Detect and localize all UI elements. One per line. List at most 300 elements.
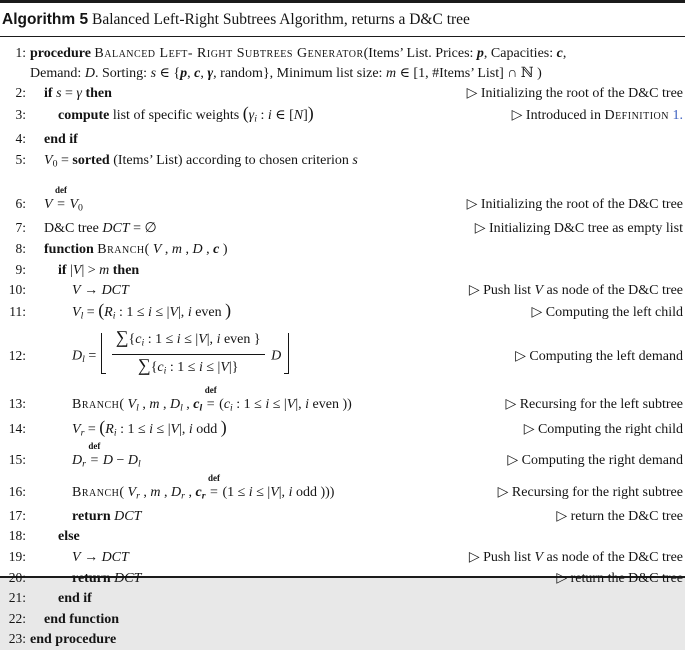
smallcaps-text: Branch xyxy=(97,241,145,257)
code-text: V xyxy=(72,304,81,320)
line-comment xyxy=(459,84,683,104)
algo-line-14 xyxy=(2,418,683,443)
code-text: return xyxy=(72,508,115,524)
code-text: , xyxy=(202,241,214,257)
code-text: ▷ Initializing the root of the D&C tree xyxy=(466,197,683,213)
line-code xyxy=(58,261,139,281)
code-text: V xyxy=(198,332,207,348)
line-comment xyxy=(461,548,683,568)
line-comment xyxy=(507,347,683,367)
code-text: ▷ Recursing for the right subtree xyxy=(497,484,683,500)
code-text: , xyxy=(139,484,151,500)
line-number: 17: xyxy=(8,507,26,523)
code-text: ∈ [1, #Items’ List] ∩ ℕ ) xyxy=(396,65,542,81)
code-text: i xyxy=(198,359,203,375)
line-number: 6: xyxy=(15,196,26,212)
line-number: 10: xyxy=(8,282,26,298)
code-text: DCT xyxy=(101,283,129,299)
code-text: R xyxy=(105,421,114,437)
line-number: 23: xyxy=(8,631,26,647)
code-text: l xyxy=(82,354,85,366)
code-text: γ xyxy=(207,65,214,81)
line-number: 9: xyxy=(15,261,26,277)
code-text: then xyxy=(109,262,140,278)
code-text: i xyxy=(267,107,272,123)
code-text: c xyxy=(135,332,142,348)
code-text: ▷ Push list xyxy=(468,550,535,566)
algo-line-19 xyxy=(2,547,683,568)
code-text: ▷ Computing the right child xyxy=(523,421,683,437)
line-comment xyxy=(499,451,683,471)
code-text: end procedure xyxy=(30,632,117,648)
code-text: c xyxy=(193,396,200,412)
algorithm-title-text: Balanced Left-Right Subtrees Algorithm, returns a D&C tree xyxy=(88,11,470,28)
algorithm-number-label: Algorithm 5 xyxy=(2,11,89,28)
line-number: 5: xyxy=(15,151,26,167)
algo-line-1-cont xyxy=(2,64,683,84)
def-equals-symbol: def = xyxy=(204,384,217,412)
code-text: ∈ { xyxy=(156,65,181,81)
code-text: = xyxy=(61,86,77,102)
code-text: | > xyxy=(81,262,100,278)
code-text: odd xyxy=(192,421,221,437)
def-label: def xyxy=(55,185,68,196)
code-text: even )) xyxy=(309,396,352,412)
code-text: function xyxy=(44,241,98,257)
smallcaps-text: Branch xyxy=(72,484,120,500)
line-comment xyxy=(548,569,683,589)
line-comment xyxy=(504,106,683,126)
def-label: def xyxy=(88,441,101,452)
line-comment xyxy=(459,195,683,215)
code-text: (Items’ List. Prices: xyxy=(363,46,477,61)
code-text: V xyxy=(127,484,137,500)
code-text: D xyxy=(171,484,182,500)
code-text: ∈ [ xyxy=(271,107,294,123)
code-text: odd ))) xyxy=(292,484,335,500)
line-code xyxy=(72,569,141,589)
code-text: DCT xyxy=(114,508,142,524)
code-text: R xyxy=(104,304,113,320)
line-code xyxy=(44,219,157,239)
code-text: ( xyxy=(99,416,106,437)
algo-line-5 xyxy=(2,150,683,174)
algo-line-10 xyxy=(2,280,683,301)
line-number: 3: xyxy=(15,106,26,122)
line-code xyxy=(72,384,352,418)
code-text: = xyxy=(84,421,100,437)
algo-line-12 xyxy=(2,329,683,383)
code-text: , xyxy=(161,241,172,257)
code-text: V xyxy=(44,197,53,213)
code-text: m xyxy=(385,65,397,81)
code-text: |} xyxy=(228,359,239,375)
code-text: = xyxy=(57,152,73,168)
line-code xyxy=(72,548,129,568)
code-text: ≤ | xyxy=(180,332,199,348)
code-text: ▷ Initializing the root of the D&C tree xyxy=(466,86,683,102)
code-text: if xyxy=(58,262,71,278)
code-text: ) xyxy=(225,299,232,320)
line-code xyxy=(58,589,92,609)
code-text: ▷ return the D&C tree xyxy=(556,508,683,524)
code-text: s xyxy=(150,65,157,81)
code-text: V xyxy=(72,262,82,278)
code-text: m xyxy=(99,262,110,278)
code-text: (1 ≤ xyxy=(218,484,249,500)
code-text: i xyxy=(176,332,181,348)
smallcaps-text: Branch xyxy=(72,396,120,412)
code-text: = xyxy=(83,304,99,320)
line-number: 13: xyxy=(8,395,26,411)
code-text: → xyxy=(80,283,102,299)
code-text: |, xyxy=(179,421,189,437)
line-code xyxy=(58,104,314,129)
code-text: ≤ | xyxy=(202,359,221,375)
line-comment xyxy=(548,507,683,527)
code-text: V xyxy=(72,421,81,437)
line-code xyxy=(44,130,78,150)
code-text: V xyxy=(152,241,162,257)
line-number: 16: xyxy=(8,483,26,499)
code-text: , xyxy=(159,396,170,412)
algo-line-18 xyxy=(2,526,683,547)
code-text: c xyxy=(223,396,231,412)
code-text: as node of the D&C tree xyxy=(543,283,683,299)
code-text: p xyxy=(476,46,484,61)
line-number: 8: xyxy=(15,240,26,256)
definition-1-link[interactable]: 1. xyxy=(672,107,683,123)
line-code xyxy=(30,44,566,64)
line-number: 11: xyxy=(9,303,26,319)
code-text: end if xyxy=(44,132,78,148)
code-text: ▷ Introduced in xyxy=(511,107,605,123)
code-text: r xyxy=(136,490,140,502)
line-code xyxy=(72,507,141,527)
code-text: m xyxy=(171,241,182,257)
code-text: |, xyxy=(178,304,188,320)
line-code xyxy=(72,441,141,474)
code-text: Demand: xyxy=(30,65,85,81)
line-code xyxy=(72,301,231,326)
code-text: else xyxy=(58,529,80,545)
line-code xyxy=(44,240,228,260)
def-equals-symbol: def = xyxy=(207,472,220,500)
algo-line-17 xyxy=(2,506,683,527)
code-text: V xyxy=(44,152,53,168)
algo-line-11 xyxy=(2,301,683,326)
line-code xyxy=(72,472,335,506)
line-code xyxy=(30,630,116,650)
code-text: DCT xyxy=(102,221,130,237)
code-text: ▷ Computing the right demand xyxy=(507,453,683,469)
code-text: c xyxy=(195,484,202,500)
code-text: even xyxy=(191,304,226,320)
code-text: ( xyxy=(98,299,105,320)
code-text: : 1 ≤ xyxy=(144,332,177,348)
code-text: V xyxy=(170,421,180,437)
code-text: , xyxy=(138,396,150,412)
code-text: p xyxy=(180,65,188,81)
line-code xyxy=(30,64,542,84)
line-code xyxy=(72,418,227,443)
code-text: i xyxy=(265,396,270,412)
code-text: c xyxy=(556,46,563,61)
code-text: (Items’ List) according to chosen criterion xyxy=(109,152,353,168)
code-text: , xyxy=(562,46,567,61)
code-text: |, xyxy=(295,396,306,412)
code-text: , xyxy=(184,484,196,500)
code-text: sorted xyxy=(72,152,110,168)
code-text: : 1 ≤ xyxy=(232,396,266,412)
code-text: r xyxy=(82,458,86,470)
code-text: DCT xyxy=(114,570,142,586)
code-text: m xyxy=(149,396,160,412)
code-text: V xyxy=(72,550,81,566)
code-text: i xyxy=(305,396,310,412)
smallcaps-text: Definition xyxy=(604,107,669,123)
code-text: ∑ xyxy=(137,354,151,375)
code-text: V xyxy=(69,197,79,213)
code-text: D xyxy=(84,65,95,81)
algo-line-9 xyxy=(2,260,683,281)
algo-line-15 xyxy=(2,443,683,474)
fraction-denominator xyxy=(112,355,265,382)
code-text: γ xyxy=(76,86,82,102)
algo-line-3 xyxy=(2,104,683,129)
algo-line-20 xyxy=(2,568,683,589)
code-text: V xyxy=(169,304,178,320)
code-text: ≤ | xyxy=(252,484,271,500)
line-code xyxy=(44,610,119,630)
line-number: 15: xyxy=(8,452,26,468)
code-text: , Capacities: xyxy=(483,46,557,61)
line-number: 7: xyxy=(15,220,26,236)
code-text: 0 xyxy=(78,202,83,214)
line-number: 18: xyxy=(8,528,26,544)
code-text: D xyxy=(102,453,113,469)
code-text: list of specific weights xyxy=(109,107,243,123)
code-text: i xyxy=(254,113,257,125)
code-text: ▷ Initializing D&C tree as empty list xyxy=(474,221,683,237)
algorithm-body xyxy=(0,37,685,650)
code-text: r xyxy=(181,490,185,502)
code-text: : 1 ≤ xyxy=(116,421,150,437)
code-text: even } xyxy=(220,332,261,348)
line-code xyxy=(58,527,80,547)
code-text: ▷ return the D&C tree xyxy=(556,570,683,586)
code-text: . Sorting: xyxy=(94,65,151,81)
code-text: s xyxy=(56,86,62,102)
code-text: compute xyxy=(58,107,110,123)
code-text: l xyxy=(136,402,139,414)
line-number: 14: xyxy=(8,420,26,436)
code-text: i xyxy=(187,304,192,320)
code-text: ≤ | xyxy=(269,396,287,412)
code-text: ) xyxy=(219,241,228,257)
code-text: D xyxy=(127,453,139,469)
algo-line-21 xyxy=(2,588,683,609)
line-code xyxy=(44,185,83,218)
line-comment xyxy=(461,281,683,301)
line-number: 21: xyxy=(8,590,26,606)
code-text: i xyxy=(112,310,116,322)
line-code xyxy=(72,329,290,383)
code-text: ( xyxy=(119,396,128,412)
code-text: { xyxy=(150,359,158,375)
algo-line-7 xyxy=(2,218,683,239)
algorithm-title xyxy=(0,3,685,37)
algo-line-6 xyxy=(2,187,683,218)
code-text: i xyxy=(141,337,145,349)
line-comment xyxy=(467,219,683,239)
code-text: i xyxy=(148,304,152,320)
line-number: 4: xyxy=(15,131,26,147)
line-comment xyxy=(516,420,683,440)
code-text: l xyxy=(138,458,141,470)
code-text: D xyxy=(169,396,181,412)
code-text: end if xyxy=(58,591,92,607)
line-number: 22: xyxy=(8,610,26,626)
smallcaps-text: Balanced Left- Right Subtrees Generator xyxy=(94,46,364,61)
code-text: : xyxy=(256,107,268,123)
code-text: : 1 ≤ xyxy=(166,359,199,375)
code-text: D xyxy=(192,241,203,257)
code-text: ( xyxy=(119,484,128,500)
code-text: : 1 ≤ xyxy=(115,304,149,320)
code-text: V xyxy=(270,484,279,500)
code-text: ∑ xyxy=(115,327,129,348)
code-text: = ∅ xyxy=(129,221,157,237)
def-equals-symbol: def = xyxy=(88,441,101,469)
code-text: ( xyxy=(215,396,224,412)
line-number: 1: xyxy=(15,45,26,60)
algo-line-2 xyxy=(2,83,683,104)
code-text: l xyxy=(80,310,84,322)
line-comment xyxy=(497,395,683,415)
code-text: , xyxy=(182,241,193,257)
line-code xyxy=(44,84,112,104)
code-text: D xyxy=(271,348,282,364)
code-text: i xyxy=(248,484,253,500)
def-equals-symbol: def = xyxy=(55,185,68,213)
fraction-numerator xyxy=(112,327,265,355)
def-label: def xyxy=(204,384,217,395)
code-text: return xyxy=(72,570,115,586)
code-text: ▷ Computing the left child xyxy=(531,304,683,320)
code-text: γ xyxy=(248,107,255,123)
line-number: 2: xyxy=(15,85,26,101)
code-text: end function xyxy=(44,611,120,627)
line-comment xyxy=(523,303,683,323)
code-text: ) xyxy=(307,102,314,123)
code-text: as node of the D&C tree xyxy=(543,550,683,566)
code-text: ) xyxy=(220,416,227,437)
code-text: 0 xyxy=(52,158,58,170)
line-number: 19: xyxy=(8,549,26,565)
code-text: ( xyxy=(144,241,153,257)
code-text: ▷ Computing the left demand xyxy=(515,348,683,364)
code-text: c xyxy=(157,359,164,375)
algo-line-8 xyxy=(2,239,683,260)
code-text: r xyxy=(80,427,85,439)
code-text: l xyxy=(199,402,203,414)
code-text: s xyxy=(352,152,358,168)
code-text: D xyxy=(72,453,83,469)
code-text: procedure xyxy=(30,46,95,61)
code-text: i xyxy=(230,402,233,414)
code-text: if xyxy=(44,86,57,102)
code-text: V xyxy=(534,550,544,566)
code-text: i xyxy=(288,484,293,500)
code-text: D xyxy=(72,348,83,364)
code-text: c xyxy=(213,241,220,257)
algo-line-22 xyxy=(2,609,683,630)
left-floor-bracket xyxy=(101,333,106,374)
code-text: ▷ Recursing for the left subtree xyxy=(505,396,683,412)
code-text: ▷ Push list xyxy=(468,283,535,299)
code-text: , random}, Minimum list size: xyxy=(213,65,386,81)
code-text: i xyxy=(216,332,221,348)
code-text: N xyxy=(293,107,304,123)
code-text: , xyxy=(200,65,208,81)
algo-line-13 xyxy=(2,384,683,418)
line-number: 20: xyxy=(8,569,26,585)
code-text: { xyxy=(128,332,136,348)
code-text: i xyxy=(188,421,193,437)
line-comment xyxy=(490,483,683,503)
code-text: ] xyxy=(303,107,308,123)
code-text: i xyxy=(163,365,167,377)
line-number: 12: xyxy=(8,347,26,363)
code-text: r xyxy=(201,490,206,502)
algo-line-16 xyxy=(2,472,683,506)
algo-line-23 xyxy=(2,629,683,650)
code-text: D&C tree xyxy=(44,221,103,237)
code-text: ( xyxy=(242,102,249,123)
algo-line-4 xyxy=(2,129,683,150)
code-text: m xyxy=(150,484,161,500)
code-text: then xyxy=(81,86,112,102)
code-text: − xyxy=(112,453,128,469)
code-text: ≤ | xyxy=(153,421,171,437)
code-text: | xyxy=(70,262,73,278)
code-text: ≤ | xyxy=(151,304,170,320)
code-text: = xyxy=(84,348,100,364)
code-text: c xyxy=(194,65,201,81)
code-text: |, xyxy=(206,332,217,348)
code-text: → xyxy=(80,550,102,566)
algo-line-1 xyxy=(2,43,683,64)
right-floor-bracket xyxy=(284,333,289,374)
code-text: DCT xyxy=(101,550,129,566)
code-text: V xyxy=(220,359,229,375)
code-text: i xyxy=(113,427,117,439)
def-label: def xyxy=(207,472,220,483)
code-text: , xyxy=(187,65,195,81)
code-text: , xyxy=(160,484,172,500)
code-text: V xyxy=(286,396,296,412)
code-text: l xyxy=(180,402,183,414)
fraction xyxy=(112,327,265,381)
code-text: V xyxy=(72,283,81,299)
code-text: V xyxy=(127,396,137,412)
code-text: V xyxy=(534,283,544,299)
code-text: , xyxy=(182,396,194,412)
line-code xyxy=(44,151,358,174)
line-code xyxy=(72,281,129,301)
code-text: i xyxy=(149,421,154,437)
